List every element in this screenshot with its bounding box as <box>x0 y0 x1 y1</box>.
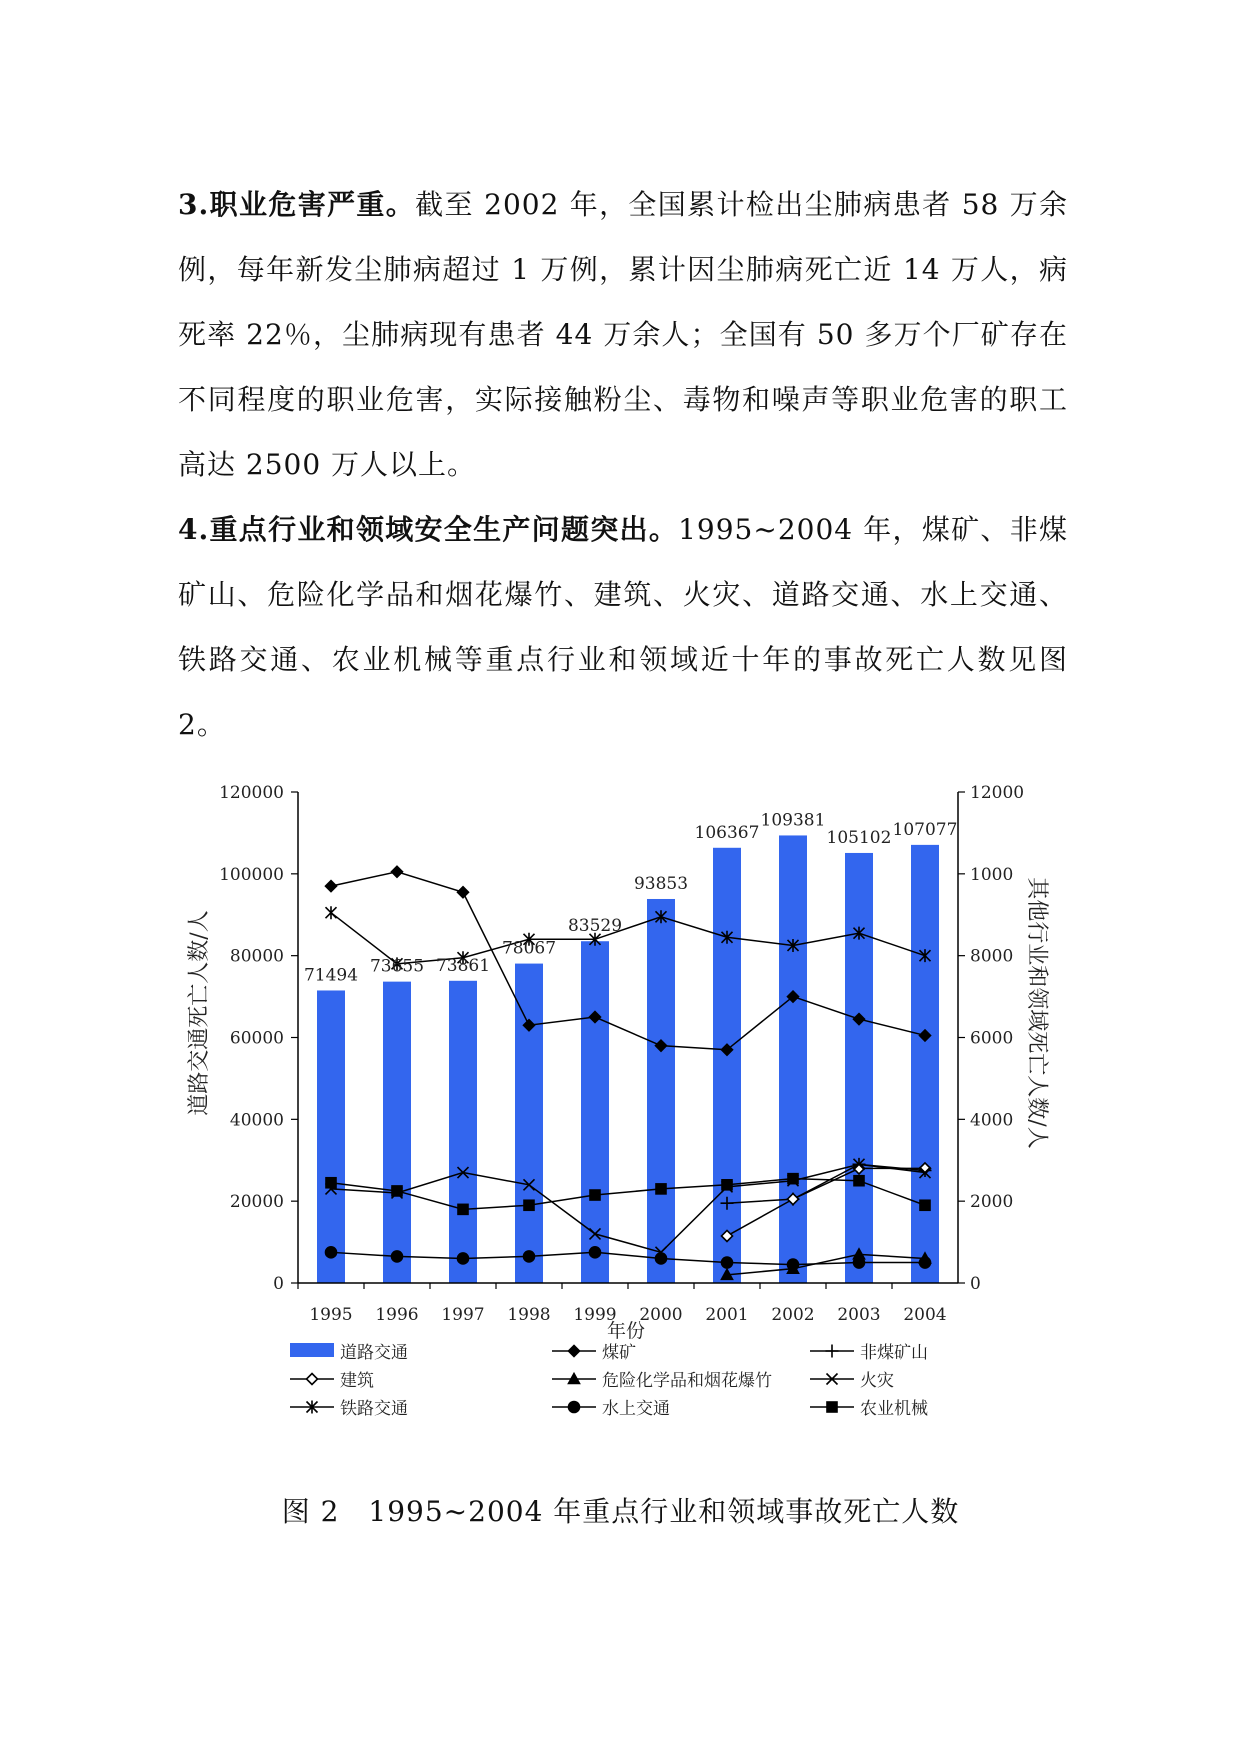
series-point <box>458 887 469 898</box>
y-tick-label-left: 60000 <box>229 1028 284 1049</box>
series-point <box>854 1257 865 1268</box>
series-point <box>326 906 337 919</box>
series-point <box>458 1253 469 1264</box>
x-tick-label: 2002 <box>771 1305 815 1325</box>
y-tick-label-right: 8000 <box>970 946 1014 967</box>
legend-swatch-marker <box>827 1402 837 1412</box>
paragraph-text: 截至 2002 年，全国累计检出尘肺病患者 58 万余例，每年新发尘肺病超过 1 万例，累计因尘肺病死亡近 14 万人，病死率 22％，尘肺病现有患者 44 万余人；全国有 50 多万个厂矿存在不同程度的职业危害，实际接触粉尘、毒物和噪声等职业危害的职工高达 2500 万人以上。 <box>178 188 1068 481</box>
other-series-lines <box>326 866 932 1279</box>
bar-road-traffic <box>449 981 477 1283</box>
legend-entry <box>810 1371 894 1391</box>
legend-entry <box>552 1399 670 1419</box>
series-point <box>392 866 403 877</box>
bar-road-traffic <box>515 964 543 1283</box>
legend-label: 非煤矿山 <box>860 1343 928 1363</box>
series-point <box>326 1247 337 1258</box>
series-point <box>524 1200 534 1210</box>
series-point <box>920 1257 931 1268</box>
x-tick-label: 1997 <box>441 1305 485 1325</box>
legend-swatch-marker <box>569 1402 580 1413</box>
series-line <box>727 1168 925 1236</box>
legend-label: 火灾 <box>860 1371 894 1391</box>
paragraph-lead: 3.职业危害严重。 <box>178 188 416 221</box>
bar-value-label: 93853 <box>633 873 689 894</box>
road-traffic-bars <box>317 835 939 1283</box>
y-tick-label-left: 80000 <box>229 946 284 967</box>
x-tick-label: 1995 <box>309 1305 353 1325</box>
legend-label: 道路交通 <box>340 1343 408 1363</box>
legend-entry <box>552 1371 772 1391</box>
bar-value-label: 109381 <box>760 810 826 831</box>
bar-value-label: 83529 <box>567 916 623 937</box>
y-tick-label-right: 4000 <box>970 1110 1014 1131</box>
series-7 <box>326 1174 930 1215</box>
x-tick-label: 1999 <box>573 1305 617 1325</box>
bar-road-traffic <box>383 982 411 1283</box>
bar-road-traffic <box>779 835 807 1283</box>
y-tick-label-left: 40000 <box>229 1110 284 1131</box>
legend-label: 建筑 <box>340 1371 374 1391</box>
series-point <box>656 1253 667 1264</box>
series-point <box>656 1184 666 1194</box>
series-point <box>590 1190 600 1200</box>
series-point <box>392 1186 402 1196</box>
bar-road-traffic <box>911 845 939 1283</box>
series-point <box>326 1178 336 1188</box>
y-tick-label-left: 100000 <box>219 864 284 885</box>
bar-value-label: 73861 <box>435 955 491 976</box>
legend-swatch-bar <box>290 1343 334 1357</box>
y-tick-label-right: 6000 <box>970 1028 1014 1049</box>
series-point <box>458 1204 468 1214</box>
paragraph-text: 1995~2004 年，煤矿、非煤矿山、危险化学品和烟花爆竹、建筑、火灾、道路交通、水上交通、铁路交通、农业机械等重点行业和领域近十年的事故死亡人数见图 2。 <box>178 513 1068 741</box>
x-tick-label: 1996 <box>375 1305 419 1325</box>
series-point <box>722 1257 733 1268</box>
series-point <box>854 1176 864 1186</box>
legend-label: 水上交通 <box>602 1399 670 1419</box>
y-axis-label-right: 其他行业和领域死亡人数/人 <box>1024 877 1049 1149</box>
chart-legend <box>290 1343 928 1419</box>
y-tick-label-left: 20000 <box>229 1192 284 1213</box>
x-tick-label: 2001 <box>705 1305 749 1325</box>
figure-caption: 图 2 1995~2004 年重点行业和领域事故死亡人数 <box>281 1495 960 1528</box>
bar-value-label: 105102 <box>826 827 892 848</box>
x-tick-label: 1998 <box>507 1305 551 1325</box>
bar-road-traffic <box>317 990 345 1283</box>
bar-road-traffic <box>647 899 675 1283</box>
legend-label: 危险化学品和烟花爆竹 <box>602 1371 772 1391</box>
series-line <box>331 1179 925 1210</box>
series-point <box>920 1200 930 1210</box>
legend-label: 煤矿 <box>602 1343 636 1363</box>
legend-entry <box>552 1343 636 1363</box>
series-point <box>524 1251 535 1262</box>
series-point <box>722 1180 732 1190</box>
bar-road-traffic <box>581 941 609 1283</box>
y-tick-label-left: 0 <box>273 1274 284 1294</box>
bar-value-label: 78067 <box>501 938 557 959</box>
legend-label: 农业机械 <box>860 1399 928 1419</box>
y-tick-label-right: 1000 <box>970 864 1014 885</box>
y-axis-label-left: 道路交通死亡人数/人 <box>187 910 212 1116</box>
bar-road-traffic <box>845 853 873 1283</box>
legend-label: 铁路交通 <box>340 1399 408 1419</box>
x-tick-label: 2004 <box>903 1305 947 1325</box>
series-point <box>326 881 337 892</box>
legend-swatch-marker <box>826 1345 839 1358</box>
x-tick-label: 2003 <box>837 1305 881 1325</box>
bar-value-label: 106367 <box>694 822 760 843</box>
legend-entry <box>290 1343 408 1363</box>
bar-value-label: 71494 <box>303 965 359 986</box>
bar-road-traffic <box>713 848 741 1283</box>
legend-swatch-marker <box>569 1346 580 1357</box>
bar-value-label: 107077 <box>892 819 958 840</box>
bar-value-label: 73655 <box>369 956 425 977</box>
series-point <box>392 1251 403 1262</box>
paragraph-lead: 4.重点行业和领域安全生产问题突出。 <box>178 513 679 546</box>
y-tick-label-right: 2000 <box>970 1192 1014 1213</box>
series-point <box>788 1174 798 1184</box>
y-tick-label-right: 12000 <box>970 783 1025 803</box>
legend-entry <box>810 1343 928 1363</box>
series-line <box>727 1254 925 1274</box>
x-tick-label: 2000 <box>639 1305 683 1325</box>
x-axis-label: 年份 <box>606 1320 646 1342</box>
y-tick-label-right: 0 <box>970 1274 981 1294</box>
legend-swatch-marker <box>307 1374 318 1385</box>
y-tick-label-left: 120000 <box>219 783 284 803</box>
series-line <box>331 1164 925 1252</box>
series-point <box>590 1247 601 1258</box>
legend-entry <box>810 1399 928 1419</box>
series-line <box>331 1252 925 1264</box>
legend-entry <box>290 1371 374 1391</box>
series-point <box>788 1259 799 1270</box>
legend-entry <box>290 1399 408 1419</box>
